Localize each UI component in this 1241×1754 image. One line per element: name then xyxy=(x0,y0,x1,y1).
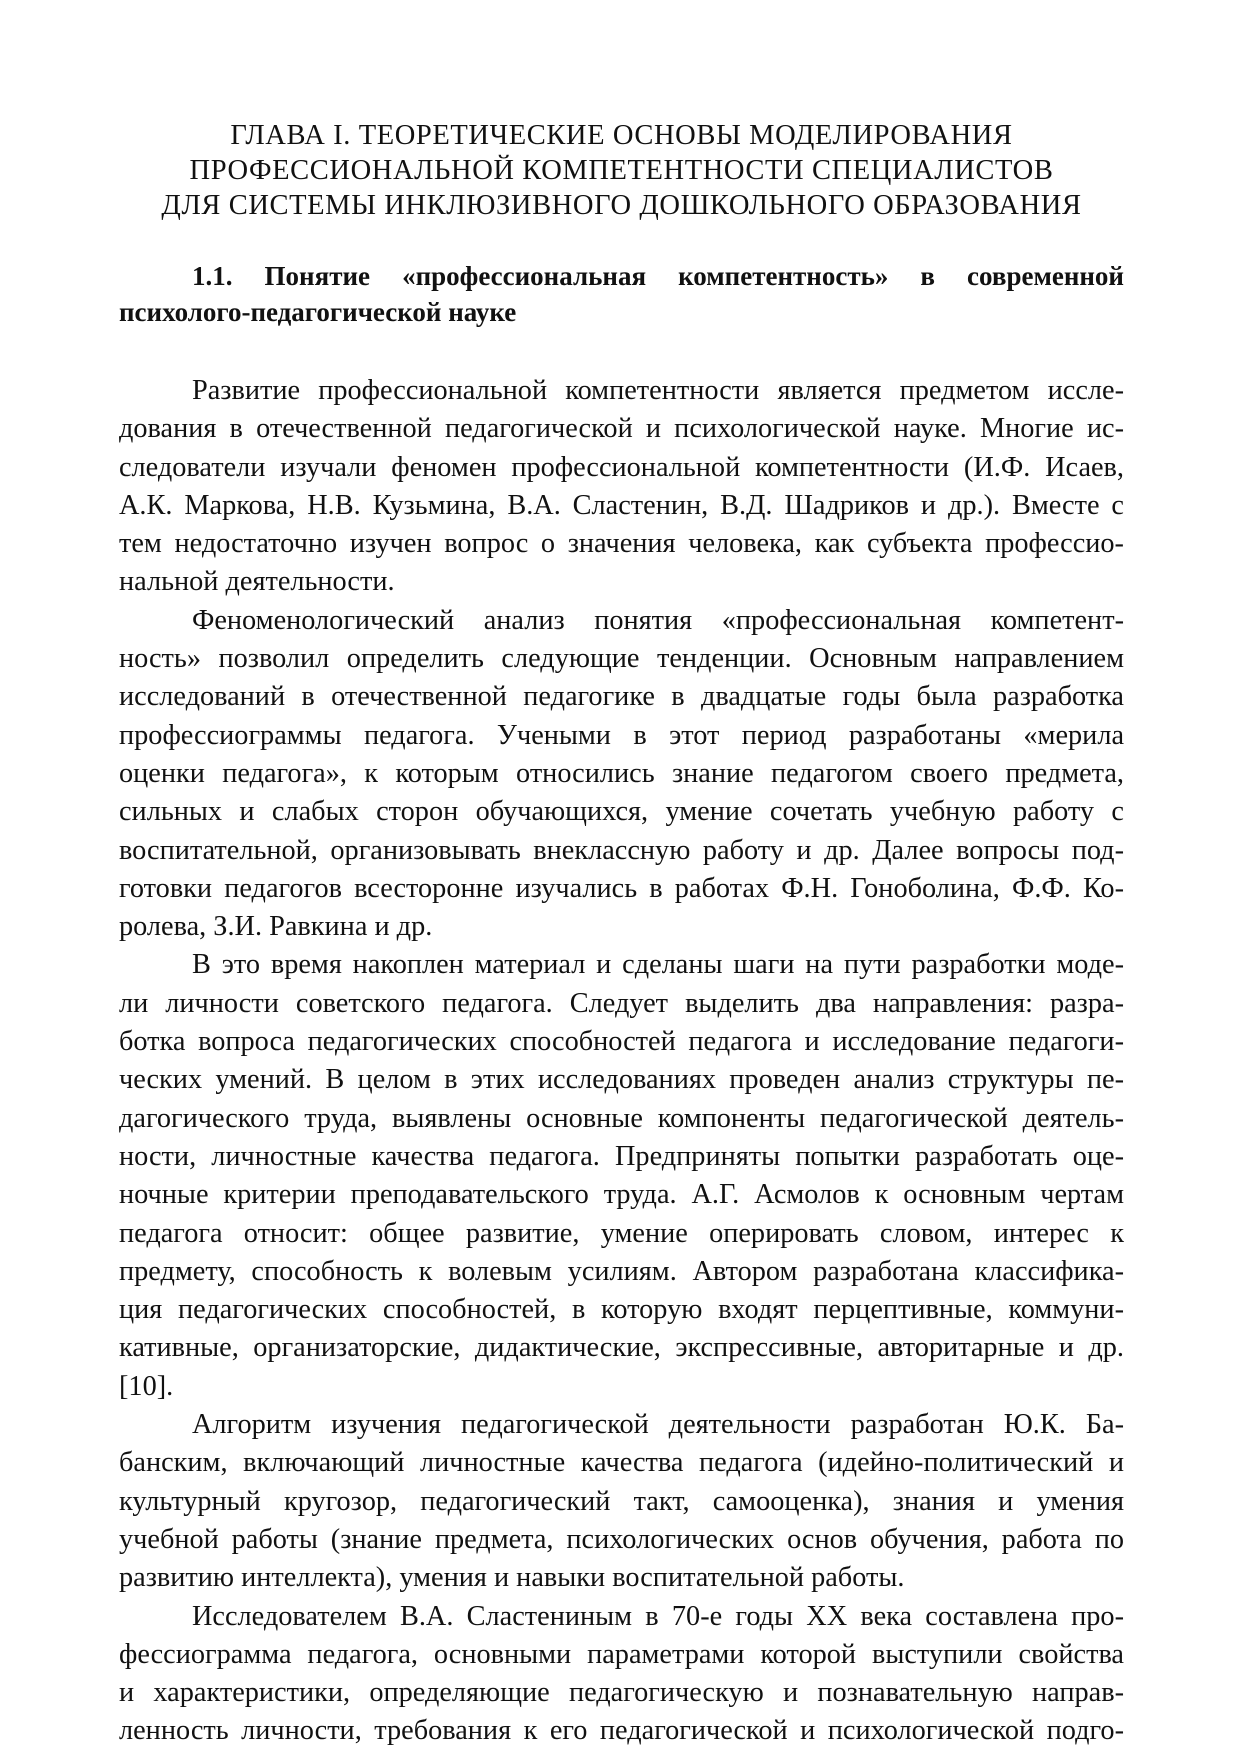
chapter-title-line: ПРОФЕССИОНАЛЬНОЙ КОМПЕТЕНТНОСТИ СПЕЦИАЛИСТОВ xyxy=(189,155,1054,186)
paragraph-line: Исследователем В.А. Сластениным в 70-е годы XX века составлена про- xyxy=(192,1600,1124,1632)
section-heading-line: 1.1. Понятие «профессиональная компетентность» в современной xyxy=(192,261,1124,291)
paragraph xyxy=(119,1406,1124,1597)
paragraph-line: профессиограммы педагога. Учеными в этот период разработаны «мерила xyxy=(119,719,1124,751)
paragraph-line: ботка вопроса педагогических способностей педагога и исследование педагоги- xyxy=(119,1026,1124,1058)
paragraph-line: ли личности советского педагога. Следует выделить два направления: разра- xyxy=(119,987,1124,1019)
paragraph xyxy=(119,602,1124,947)
paragraph-line: Алгоритм изучения педагогической деятельности разработан Ю.К. Ба- xyxy=(192,1409,1124,1441)
paragraph-line: готовки педагогов всесторонне изучались в работах Ф.Н. Гоноболина, Ф.Ф. Ко- xyxy=(119,872,1124,904)
body-text xyxy=(119,372,1124,1751)
paragraph-line: учебной работы (знание предмета, психологических основ обучения, работа по xyxy=(119,1523,1124,1555)
paragraph-line: фессиограмма педагога, основными параметрами которой выступили свойства xyxy=(119,1638,1124,1670)
paragraph-line: ности, личностные качества педагога. Предприняты попытки разработать оце- xyxy=(119,1140,1124,1172)
paragraph-line: нальной деятельности. xyxy=(119,566,395,598)
chapter-title-line: ГЛАВА I. ТЕОРЕТИЧЕСКИЕ ОСНОВЫ МОДЕЛИРОВАНИЯ xyxy=(230,120,1013,151)
paragraph-line: [10]. xyxy=(119,1370,174,1402)
paragraph-line: исследований в отечественной педагогике в двадцатые годы была разработка xyxy=(119,681,1124,713)
paragraph-line: ночные критерии преподавательского труда. А.Г. Асмолов к основным чертам xyxy=(119,1179,1124,1211)
paragraph-line: ческих умений. В целом в этих исследованиях проведен анализ структуры пе- xyxy=(119,1064,1124,1096)
paragraph xyxy=(119,372,1124,602)
paragraph-line: ность» позволил определить следующие тенденции. Основным направлением xyxy=(119,643,1124,675)
paragraph xyxy=(119,1598,1124,1751)
paragraph-line: оценки педагога», к которым относились знание педагогом своего предмета, xyxy=(119,757,1124,789)
paragraph-line: В это время накоплен материал и сделаны шаги на пути разработки моде- xyxy=(192,949,1124,981)
paragraph-line: А.К. Маркова, Н.В. Кузьмина, В.А. Сластенин, В.Д. Шадриков и др.). Вместе с xyxy=(119,489,1124,521)
paragraph-line: и характеристики, определяющие педагогическую и познавательную направ- xyxy=(119,1677,1124,1709)
paragraph-line: педагога относит: общее развитие, умение оперировать словом, интерес к xyxy=(119,1217,1124,1249)
paragraph-line: ция педагогических способностей, в которую входят перцептивные, коммуни- xyxy=(119,1294,1124,1326)
section-heading xyxy=(119,258,1124,330)
paragraph-line: тем недостаточно изучен вопрос о значения человека, как субъекта профессио- xyxy=(119,528,1124,560)
paragraph-line: предмету, способность к волевым усилиям. Автором разработана классифика- xyxy=(119,1255,1124,1287)
paragraph-line: кативные, организаторские, дидактические, экспрессивные, авторитарные и др. xyxy=(119,1332,1124,1364)
chapter-title-line: ДЛЯ СИСТЕМЫ ИНКЛЮЗИВНОГО ДОШКОЛЬНОГО ОБРАЗОВАНИЯ xyxy=(161,190,1082,221)
paragraph-line: развитию интеллекта), умения и навыки воспитательной работы. xyxy=(119,1562,905,1594)
paragraph xyxy=(119,946,1124,1406)
paragraph-line: Развитие профессиональной компетентности является предметом иссле- xyxy=(192,375,1124,406)
chapter-title xyxy=(119,118,1124,223)
paragraph-line: банским, включающий личностные качества педагога (идейно-политический и xyxy=(119,1447,1124,1479)
paragraph-line: сильных и слабых сторон обучающихся, умение сочетать учебную работу с xyxy=(119,796,1124,828)
paragraph-line: воспитательной, организовывать внеклассную работу и др. Далее вопросы под- xyxy=(119,834,1124,866)
section-heading-line: психолого-педагогической науке xyxy=(119,297,517,327)
paragraph-line: Феноменологический анализ понятия «профессиональная компетент- xyxy=(192,604,1124,636)
paragraph-line: ленность личности, требования к его педагогической и психологической подго- xyxy=(119,1715,1124,1747)
paragraph-line: дагогического труда, выявлены основные компоненты педагогической деятель- xyxy=(119,1102,1124,1134)
paragraph-line: культурный кругозор, педагогический такт, самооценка), знания и умения xyxy=(119,1485,1124,1517)
paragraph-line: дования в отечественной педагогической и психологической науке. Многие ис- xyxy=(119,413,1124,445)
paragraph-line: следователи изучали феномен профессиональной компетентности (И.Ф. Исаев, xyxy=(119,451,1124,483)
paragraph-line: ролева, З.И. Равкина и др. xyxy=(119,911,433,943)
